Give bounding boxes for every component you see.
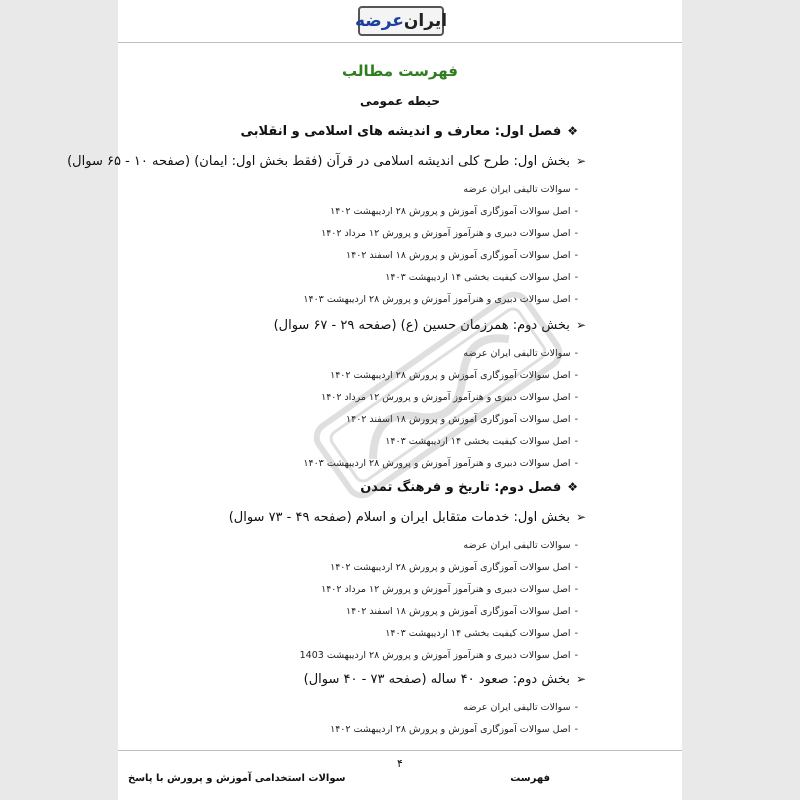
list-item: -اصل سوالات آموزگاری آموزش و پرورش ۲۸ اردیبهشت ۱۴۰۲ [330,562,578,573]
list-item: -اصل سوالات آموزگاری آموزش و پرورش ۱۸ اسفند ۱۴۰۲ [345,250,578,261]
page-number: ۴ [397,757,403,770]
list-item: -اصل سوالات آموزگاری آموزش و پرورش ۱۸ اسفند ۱۴۰۲ [345,414,578,425]
list-item: -اصل سوالات کیفیت بخشی ۱۴ اردیبهشت ۱۴۰۳ [385,436,578,447]
list-item: -اصل سوالات دبیری و هنرآموز آموزش و پرورش ۲۸ اردیبهشت 1403 [299,650,578,661]
list-item: -سوالات تالیفی ایران عرضه [463,540,578,551]
section-label: بخش اول: خدمات متقابل ایران و اسلام (صفحه ۴۹ - ۷۳ سوال) [228,510,570,525]
chapter-label: فصل اول: معارف و اندیشه های اسلامی و انقلابی [240,124,562,139]
list-item: -اصل سوالات دبیری و هنرآموز آموزش و پرورش ۲۸ اردیبهشت ۱۴۰۳ [303,458,578,469]
arrow-bullet-icon: ➢ [575,318,586,332]
list-item: -اصل سوالات آموزگاری آموزش و پرورش ۲۸ اردیبهشت ۱۴۰۲ [330,206,578,217]
header-rule [118,42,682,43]
page-subtitle: حیطه عمومی [359,94,441,108]
list-item: -اصل سوالات دبیری و هنرآموز آموزش و پرورش ۱۲ مرداد ۱۴۰۲ [321,228,578,239]
section-heading [67,154,586,169]
section-heading [229,510,586,525]
chapter-heading [241,124,579,139]
list-item: -اصل سوالات کیفیت بخشی ۱۴ اردیبهشت ۱۴۰۳ [385,272,578,283]
list-item: -سوالات تالیفی ایران عرضه [463,702,578,713]
footer-section-label: فهرست [510,773,550,784]
section-label: بخش اول: طرح کلی اندیشه اسلامی در قرآن (فقط بخش اول: ایمان) (صفحه ۱۰ - ۶۵ سوال) [67,154,570,169]
chapter-heading [360,480,578,495]
page-title: فهرست مطالب [342,62,458,80]
brand-logo [354,6,448,36]
diamond-bullet-icon: ❖ [567,480,578,494]
section-heading [304,672,586,687]
chapter-label: فصل دوم: تاریخ و فرهنگ تمدن [360,480,562,495]
list-item: -سوالات تالیفی ایران عرضه [463,348,578,359]
list-item: -اصل سوالات آموزگاری آموزش و پرورش ۲۸ اردیبهشت ۱۴۰۲ [330,370,578,381]
right-margin-shade [682,0,800,800]
list-item: -اصل سوالات کیفیت بخشی ۱۴ اردیبهشت ۱۴۰۳ [385,628,578,639]
diamond-bullet-icon: ❖ [567,124,578,138]
list-item: -اصل سوالات دبیری و هنرآموز آموزش و پرورش ۱۲ مرداد ۱۴۰۲ [321,392,578,403]
section-label: بخش دوم: صعود ۴۰ ساله (صفحه ۷۳ - ۴۰ سوال) [303,672,570,687]
section-heading [274,318,586,333]
arrow-bullet-icon: ➢ [575,510,586,524]
logo-text-b: عرضه [354,11,404,31]
list-item: -اصل سوالات آموزگاری آموزش و پرورش ۱۸ اسفند ۱۴۰۲ [345,606,578,617]
left-margin-shade [0,0,118,800]
arrow-bullet-icon: ➢ [575,154,586,168]
document-page [67,0,682,800]
arrow-bullet-icon: ➢ [575,672,586,686]
list-item: -اصل سوالات دبیری و هنرآموز آموزش و پرورش ۱۲ مرداد ۱۴۰۲ [321,584,578,595]
list-item: -اصل سوالات آموزگاری آموزش و پرورش ۲۸ اردیبهشت ۱۴۰۲ [330,724,578,735]
list-item: -اصل سوالات دبیری و هنرآموز آموزش و پرورش ۲۸ اردیبهشت ۱۴۰۳ [303,294,578,305]
section-label: بخش دوم: همرزمان حسین (ع) (صفحه ۲۹ - ۶۷ سوال) [273,318,570,333]
footer-rule [118,750,682,751]
footer-book-title: سوالات استخدامی آموزش و پرورش با پاسخ [128,773,346,784]
list-item: -سوالات تالیفی ایران عرضه [463,184,578,195]
logo-text-a: ایران [403,11,448,31]
